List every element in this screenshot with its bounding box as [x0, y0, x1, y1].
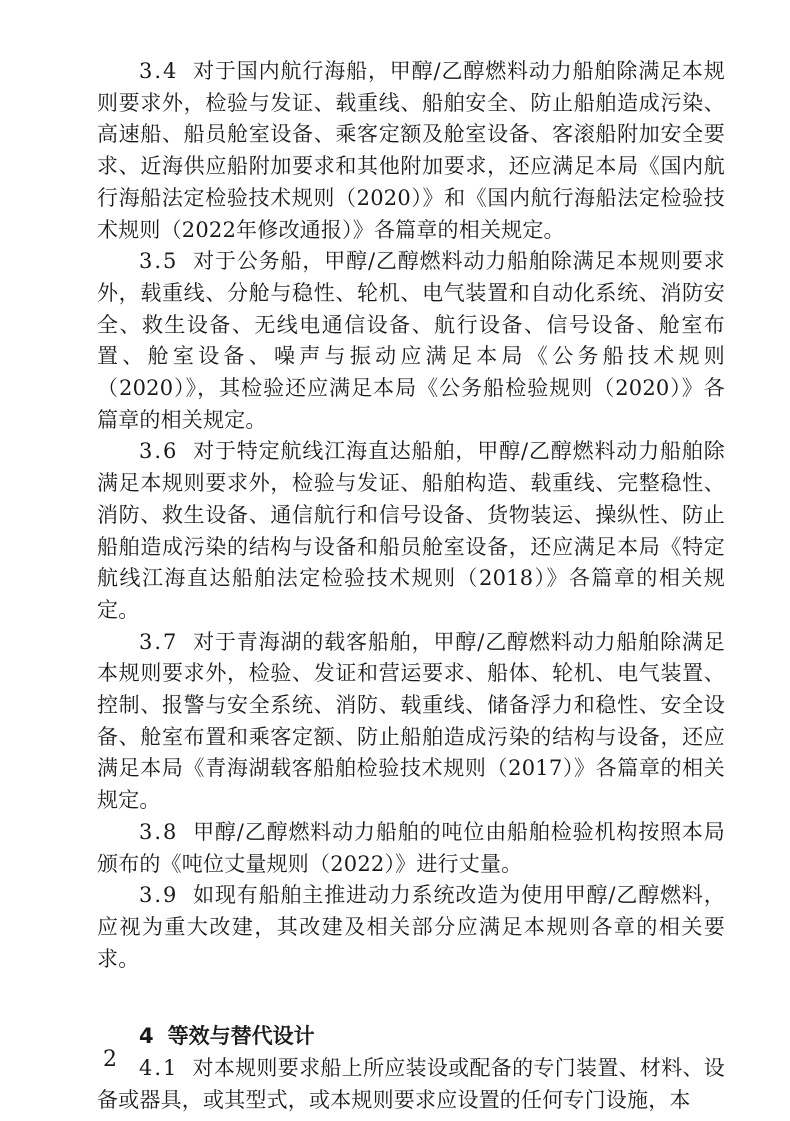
section-heading — [97, 1021, 725, 1053]
clause-text: 对于青海湖的载客船舶，甲醇/乙醇燃料动力船舶除满足本规则要求外，检验、发证和营运要求、船体、轮机、电气装置、控制、报警与安全系统、消防、载重线、储备浮力和稳性、安全设备、舱室布置和乘客定额、防止船舶造成污染的结构与设备，还应满足本局《青海湖载客船舶检验技术规则（2017）》各篇章的相关规定。 — [97, 629, 725, 813]
clause-text: 对于国内航行海船，甲醇/乙醇燃料动力船舶除满足本规则要求外，检验与发证、载重线、船舶安全、防止船舶造成污染、高速船、船员舱室设备、乘客定额及舱室设备、客滚船附加安全要求、近海供应船附加要求和其他附加要求，还应满足本局《国内航行海船法定检验技术规则（2020）》和《国内航行海船法定检验技术规则（2022年修改通报）》各篇章的相关规定。 — [97, 59, 725, 242]
clause-number: 3.4 — [139, 59, 179, 83]
clause-3-6 — [97, 436, 725, 626]
clause-text: 甲醇/乙醇燃料动力船舶的吨位由船舶检验机构按照本局颁布的《吨位丈量规则（2022）》进行丈量。 — [97, 819, 725, 876]
clause-4-1 — [97, 1053, 725, 1116]
clause-number: 3.5 — [139, 249, 179, 274]
clause-3-4 — [97, 56, 725, 246]
page-number: 2 — [103, 1047, 117, 1072]
clause-3-8 — [97, 817, 725, 880]
section-title: 等效与替代设计 — [167, 1024, 315, 1049]
clause-number: 3.9 — [139, 883, 179, 908]
document-body — [97, 56, 725, 1117]
clause-text: 对于公务船，甲醇/乙醇燃料动力船舶除满足本规则要求外，载重线、分舱与稳性、轮机、电气装置和自动化系统、消防安全、救生设备、无线电通信设备、航行设备、信号设备、舱室布置、舱室设备、噪声与振动应满足本局《公务船技术规则（2020）》，其检验还应满足本局《公务船检验规则（2020）》各篇章的相关规定。 — [97, 249, 725, 432]
clause-number: 3.8 — [139, 819, 179, 844]
clause-number: 3.7 — [139, 629, 179, 654]
clause-text: 如现有船舶主推进动力系统改造为使用甲醇/乙醇燃料，应视为重大改建，其改建及相关部分应满足本规则各章的相关要求。 — [97, 883, 725, 971]
section-number: 4 — [139, 1024, 154, 1049]
clause-number: 4.1 — [139, 1056, 179, 1081]
clause-3-7 — [97, 627, 725, 817]
clause-text: 对于特定航线江海直达船舶，甲醇/乙醇燃料动力船舶除满足本规则要求外，检验与发证、船舶构造、载重线、完整稳性、消防、救生设备、通信航行和信号设备、货物装运、操纵性、防止船舶造成污染的结构与设备和船员舱室设备，还应满足本局《特定航线江海直达船舶法定检验技术规则（2018）》各篇章的相关规定。 — [97, 439, 725, 622]
clause-3-5 — [97, 246, 725, 436]
clause-3-9 — [97, 880, 725, 975]
clause-text: 对本规则要求船上所应装设或配备的专门装置、材料、设备或器具，或其型式，或本规则要求应设置的任何专门设施，本 — [97, 1056, 725, 1112]
clause-number: 3.6 — [139, 439, 179, 464]
